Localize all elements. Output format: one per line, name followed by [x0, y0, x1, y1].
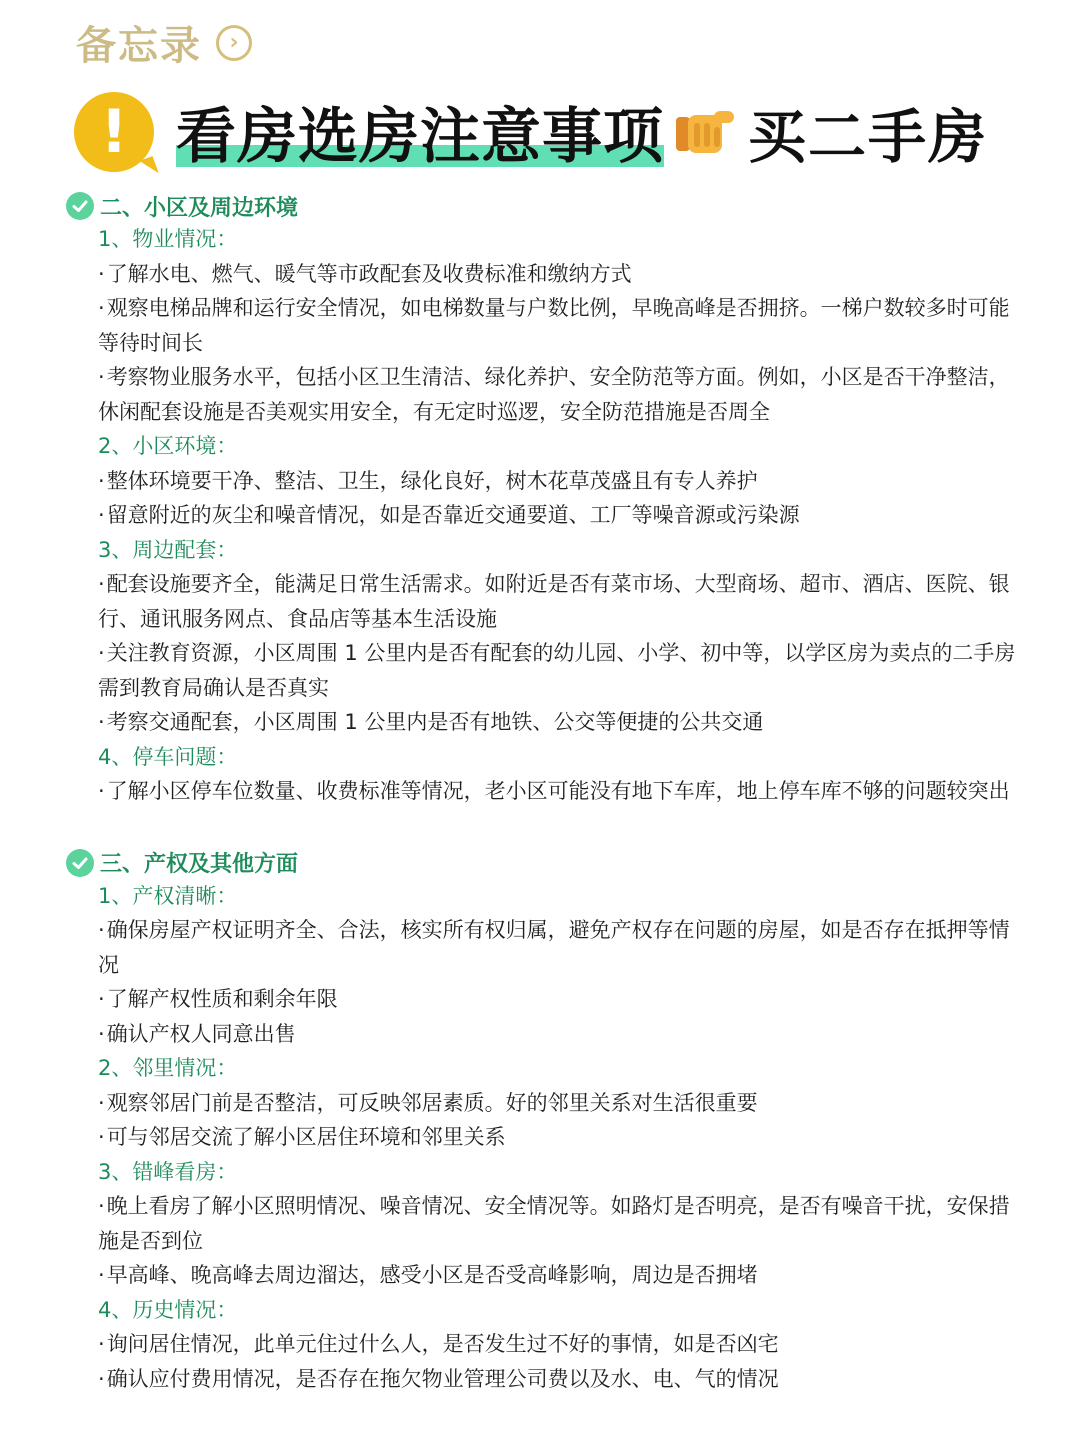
list-item: · 考察物业服务水平，包括小区卫生清洁、绿化养护、安全防范等方面。例如，小区是否干净整洁，休闲配套设施是否美观实用安全，有无定时巡逻，安全防范措施是否周全 [98, 360, 1016, 429]
page-title: 看房选房注意事项 [176, 102, 664, 172]
pointing-hand-icon [674, 103, 736, 161]
list-item: · 询问居住情况，此单元住过什么人，是否发生过不好的事情，如是否凶宅 [98, 1327, 1016, 1362]
list-item: · 了解水电、燃气、暖气等市政配套及收费标准和缴纳方式 [98, 257, 1016, 292]
group-title: 1、产权清晰： [98, 883, 238, 908]
section-heading [66, 847, 1016, 879]
list-item: · 留意附近的灰尘和噪音情况，如是否靠近交通要道、工厂等噪音源或污染源 [98, 498, 1016, 533]
list-item: · 确认产权人同意出售 [98, 1017, 1016, 1052]
list-item: · 关注教育资源，小区周围 1 公里内是否有配套的幼儿园、小学、初中等，以学区房为卖点的二手房需到教育局确认是否真实 [98, 636, 1016, 705]
title-main-wrap [176, 89, 664, 175]
list-item: · 观察邻居门前是否整洁，可反映邻居素质。好的邻里关系对生活很重要 [98, 1086, 1016, 1121]
list-item: · 可与邻居交流了解小区居住环境和邻里关系 [98, 1120, 1016, 1155]
group-title: 3、周边配套： [98, 537, 238, 562]
check-icon [66, 192, 94, 220]
group-title: 2、邻里情况： [98, 1056, 238, 1080]
chevron-right-icon[interactable]: › [216, 25, 252, 61]
section-heading-text: 二、小区及周边环境 [100, 195, 299, 221]
list-item: · 配套设施要齐全，能满足日常生活需求。如附近是否有菜市场、大型商场、超市、酒店、医院、银行、通讯服务网点、食品店等基本生活设施 [98, 567, 1016, 636]
group-title: 1、物业情况： [98, 227, 238, 251]
list-item: · 早高峰、晚高峰去周边溜达，感受小区是否受高峰影响，周边是否拥堵 [98, 1258, 1016, 1293]
title-row [74, 86, 988, 178]
list-item: · 确认应付费用情况，是否存在拖欠物业管理公司费以及水、电、气的情况 [98, 1362, 1016, 1397]
page-subtitle: 买二手房 [748, 103, 989, 171]
list-item: · 整体环境要干净、整洁、卫生，绿化良好，树木花草茂盛且有专人养护 [98, 464, 1016, 499]
list-item: · 晚上看房了解小区照明情况、噪音情况、安全情况等。如路灯是否明亮，是否有噪音干扰，安保措施是否到位 [98, 1189, 1016, 1258]
check-icon [66, 849, 94, 877]
section [66, 190, 1016, 809]
list-item: · 考察交通配套，小区周围 1 公里内是否有地铁、公交等便捷的公共交通 [98, 705, 1016, 740]
exclamation-icon: ! [74, 92, 154, 172]
note-content [66, 190, 1016, 1434]
section [66, 847, 1016, 1397]
list-item: · 了解小区停车位数量、收费标准等情况，老小区可能没有地下车库，地上停车库不够的问题较突出 [98, 774, 1016, 809]
group-title: 3、错峰看房： [98, 1159, 238, 1184]
group-title: 4、历史情况： [98, 1297, 238, 1322]
list-item: · 确保房屋产权证明齐全、合法，核实所有权归属，避免产权存在问题的房屋，如是否存在抵押等情况 [98, 913, 1016, 982]
app-title: 备忘录 [76, 23, 202, 69]
app-header [76, 14, 252, 71]
list-item: · 观察电梯品牌和运行安全情况，如电梯数量与户数比例，早晚高峰是否拥挤。一梯户数较多时可能等待时间长 [98, 291, 1016, 360]
group-title: 4、停车问题： [98, 744, 238, 769]
section-heading-text: 三、产权及其他方面 [100, 852, 299, 877]
list-item: · 了解产权性质和剩余年限 [98, 982, 1016, 1017]
group-title: 2、小区环境： [98, 434, 238, 458]
section-heading [66, 190, 1016, 222]
